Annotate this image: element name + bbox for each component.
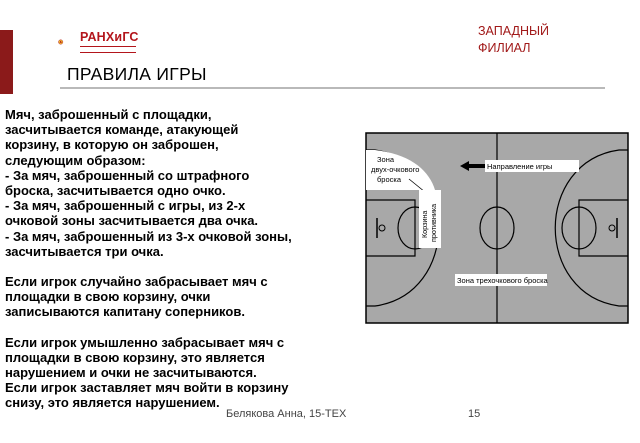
text-line: очковой зоны засчитывается два очка. — [5, 213, 259, 229]
paragraph-scoring — [5, 107, 355, 259]
title-divider — [60, 87, 605, 89]
text-line: корзину, в которую он заброшен, — [5, 137, 219, 153]
paragraph-own-basket-accidental — [5, 274, 355, 320]
text-line: Мяч, заброшенный с площадки, — [5, 107, 212, 122]
branch-label — [478, 23, 549, 57]
branch-line: ФИЛИАЛ — [478, 41, 531, 55]
page-title: ПРАВИЛА ИГРЫ — [67, 64, 207, 84]
text-line: - За мяч, заброшенный из 3-х очковой зоны, — [5, 228, 292, 244]
text-line: засчитывается команде, атакующей — [5, 122, 239, 138]
branch-line: ЗАПАДНЫЙ — [478, 24, 550, 38]
text-line: - За мяч, заброшенный с игры, из 2-х — [5, 198, 246, 214]
accent-bar — [0, 30, 13, 94]
page-number: 15 — [468, 408, 481, 420]
text-line: нарушением и очки не засчитываются. — [5, 365, 257, 381]
text-line: площадки в свою корзину, это является — [5, 349, 265, 365]
logo-underline — [80, 46, 136, 53]
two-point-label-line: броска — [377, 175, 402, 184]
text-line: снизу, это является нарушением. — [5, 395, 220, 411]
logo-text: РАНХиГС — [80, 30, 139, 44]
two-point-label-line: двух-очкового — [371, 165, 420, 174]
emblem-icon — [58, 30, 80, 54]
footer-author: Белякова Анна, 15-ТЕХ — [226, 408, 347, 420]
direction-label: Направление игры — [487, 162, 553, 171]
basket-label-line: противника — [429, 203, 438, 242]
text-line: следующим образом: — [5, 152, 146, 168]
two-point-label-line: Зона — [377, 155, 395, 164]
svg-text:Корзина противника — [420, 204, 438, 242]
text-line: Если игрок случайно забрасывает мяч с — [5, 274, 268, 290]
text-line: засчитывается три очка. — [5, 243, 164, 259]
three-point-label: Зона трехочкового броска — [457, 276, 548, 285]
text-line: записываются капитану соперников. — [5, 304, 245, 320]
basketball-court-diagram — [365, 132, 629, 324]
basket-label-line: Корзина — [420, 210, 429, 238]
rules-text — [5, 107, 355, 411]
text-line: броска, засчитывается одно очко. — [5, 183, 226, 199]
text-line: - За мяч, заброшенный со штрафного — [5, 167, 250, 183]
text-line: площадки в свою корзину, очки — [5, 289, 211, 305]
text-line: Если игрок умышленно забрасывает мяч с — [5, 334, 285, 350]
paragraph-own-basket-intentional — [5, 335, 355, 411]
text-line: Если игрок заставляет мяч войти в корзину — [5, 380, 289, 396]
